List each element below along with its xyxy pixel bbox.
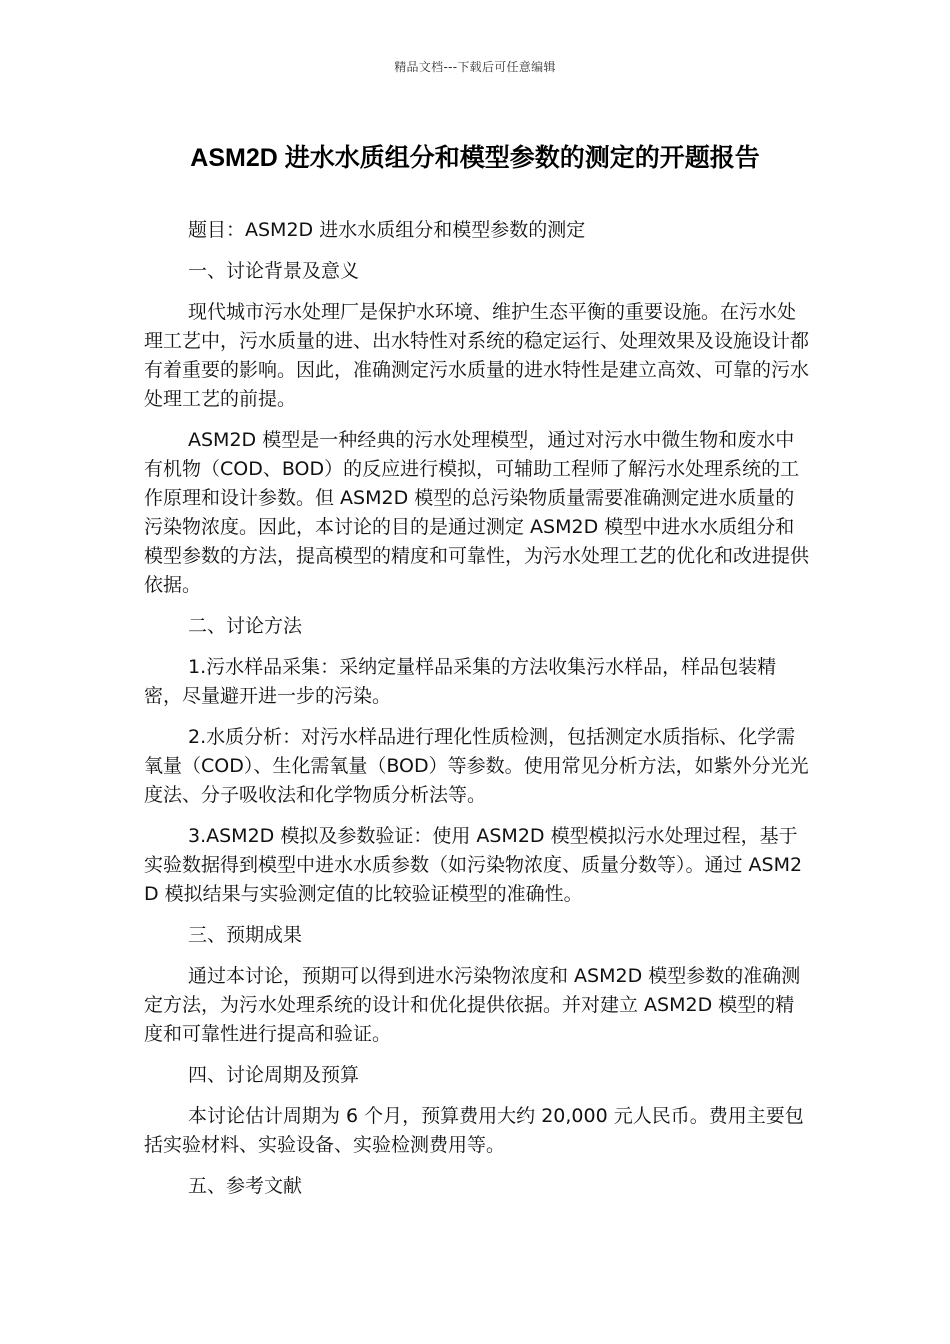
schedule-budget-paragraph: 本讨论估计周期为 6 个月，预算费用大约 20,000 元人民币。费用主要包括实验材料、实验设备、实验检测费用等。: [144, 1105, 804, 1156]
section-heading-background: 一、讨论背景及意义: [188, 260, 360, 282]
section-heading-outcomes: 三、预期成果: [188, 924, 303, 946]
subject-line: 题目：ASM2D 进水水质组分和模型参数的测定: [188, 219, 586, 241]
background-paragraph-2: ASM2D 模型是一种经典的污水处理模型，通过对污水中微生物和废水中有机物（COD、BOD）的反应进行模拟，可辅助工程师了解污水处理系统的工作原理和设计参数。但 ASM2D 模型的总污染物质量需要准确测定进水质量的污染物浓度。因此，本讨论的目的是通过测定 ASM2D 模型中进水水质组分和模型参数的方法，提高模型的精度和可靠性，为污水处理工艺的优化和改进提供依据。: [144, 429, 810, 596]
document-title: ASM2D 进水水质组分和模型参数的测定的开题报告: [190, 144, 760, 172]
methods-item-1: 1.污水样品采集：采纳定量样品采集的方法收集污水样品，样品包装精密，尽量避开进一步的污染。: [144, 656, 777, 707]
methods-item-3: 3.ASM2D 模拟及参数验证：使用 ASM2D 模型模拟污水处理过程，基于实验数据得到模型中进水水质参数（如污染物浓度、质量分数等）。通过 ASM2D 模拟结果与实验测定值的比较验证模型的准确性。: [144, 825, 803, 905]
outcomes-paragraph: 通过本讨论，预期可以得到进水污染物浓度和 ASM2D 模型参数的准确测定方法，为污水处理系统的设计和优化提供依据。并对建立 ASM2D 模型的精度和可靠性进行提高和验证。: [144, 965, 801, 1045]
section-heading-methods: 二、讨论方法: [188, 615, 303, 637]
section-heading-references: 五、参考文献: [188, 1175, 303, 1197]
background-paragraph-1: 现代城市污水处理厂是保护水环境、维护生态平衡的重要设施。在污水处理工艺中，污水质量的进、出水特性对系统的稳定运行、处理效果及设施设计都有着重要的影响。因此，准确测定污水质量的进水特性是建立高效、可靠的污水处理工艺的前提。: [144, 301, 810, 410]
methods-item-2: 2.水质分析：对污水样品进行理化性质检测，包括测定水质指标、化学需氧量（COD）、生化需氧量（BOD）等参数。使用常见分析方法，如紫外分光光度法、分子吸收法和化学物质分析法等。: [144, 726, 809, 806]
header-note: 精品文档---下载后可任意编辑: [394, 60, 556, 74]
section-heading-schedule-budget: 四、讨论周期及预算: [188, 1064, 360, 1086]
document-body: [144, 216, 810, 1213]
